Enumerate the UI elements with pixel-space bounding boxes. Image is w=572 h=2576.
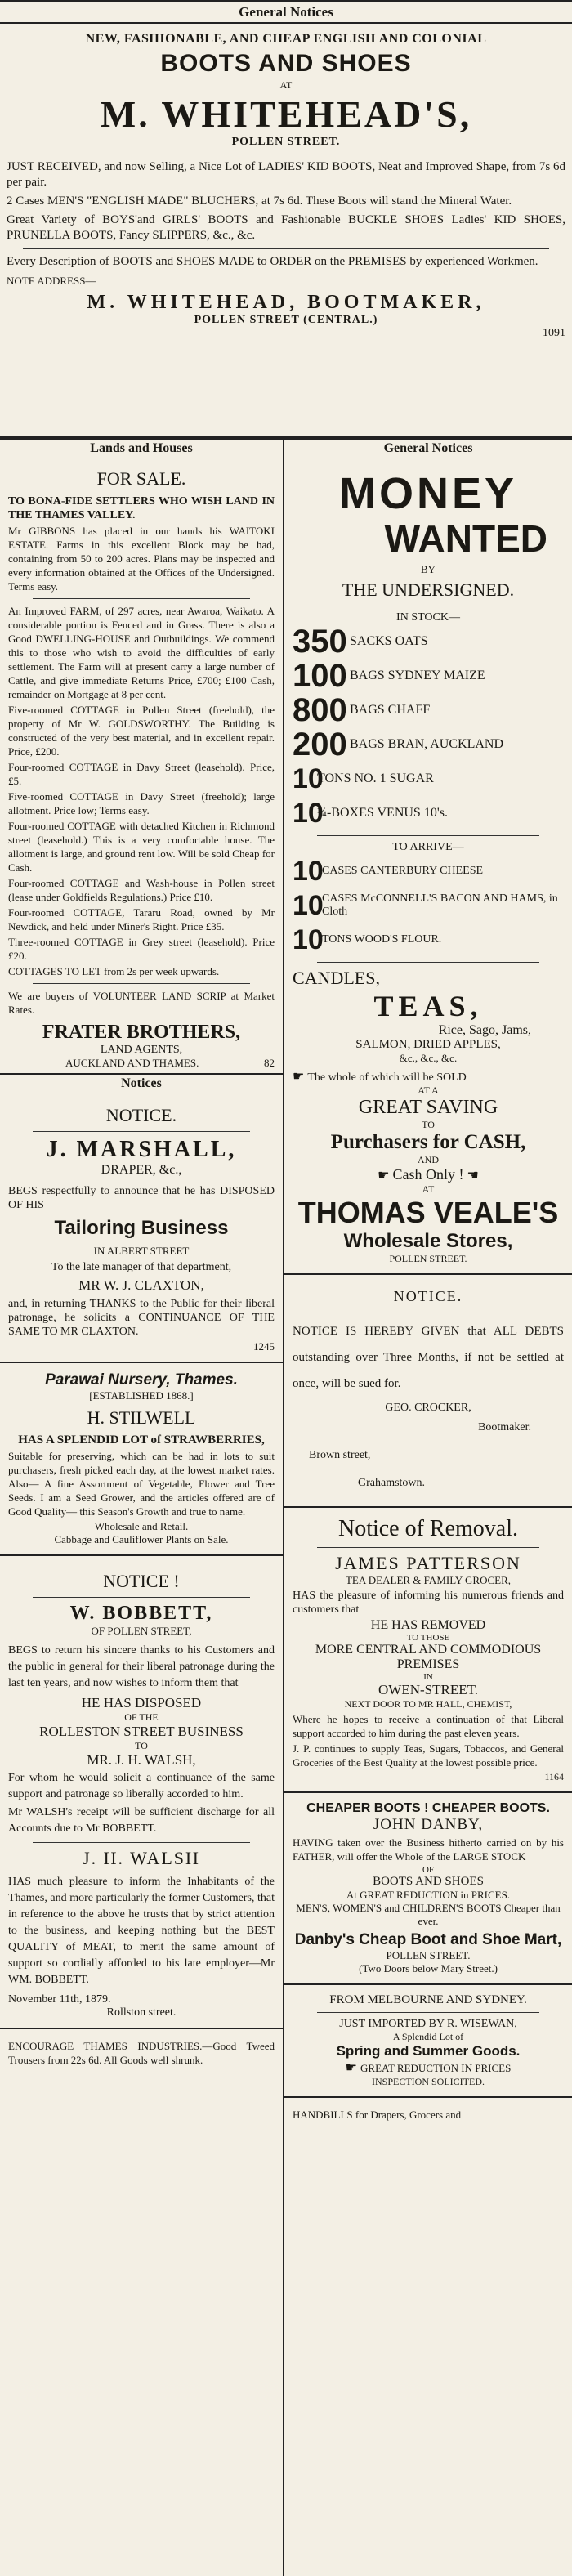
patterson-street: OWEN-STREET. xyxy=(378,1682,478,1697)
albert-street: IN ALBERT STREET xyxy=(93,1245,190,1257)
pointing-hand-icon: ☛ xyxy=(378,1169,393,1183)
stock-quantity: 200 xyxy=(293,727,347,763)
divider xyxy=(33,598,250,599)
danby-boots: BOOTS AND SHOES xyxy=(373,1875,484,1888)
parawai-nursery-advert xyxy=(0,1368,283,1550)
money-heading: MONEY xyxy=(338,469,518,518)
crocker-street: Brown street, xyxy=(309,1449,371,1461)
marshall-paragraph: BEGS respectfully to announce that he has DISPOSED OF HIS xyxy=(8,1185,275,1211)
for-sale-paragraph: Four-roomed COTTAGE, Tararu Road, owned by Mr Newdick, and held under Miner's Right. Price £35. xyxy=(8,906,275,932)
veale-advert xyxy=(284,458,572,1268)
marshall-paragraph: and, in returning THANKS to the Public for their liberal patronage, he solicits a CONTINUANCE OF THE SAME TO MR CLAXTON. xyxy=(8,1298,275,1338)
divider xyxy=(0,1362,283,1363)
stock-description: TONS NO. 1 SUGAR xyxy=(317,771,434,785)
advert-intro: NEW, FASHIONABLE, AND CHEAP ENGLISH AND COLONIAL xyxy=(85,32,487,46)
arrive-quantity: 10 xyxy=(293,890,324,921)
frater-brothers-name: FRATER BROTHERS, xyxy=(42,1022,241,1043)
danby-advert xyxy=(284,1798,572,1979)
stock-quantity: 800 xyxy=(293,692,347,728)
salmon-line: SALMON, DRIED APPLES, xyxy=(355,1038,501,1051)
patterson-removed: HE HAS REMOVED xyxy=(370,1618,486,1632)
marshall-name: J. MARSHALL, xyxy=(46,1137,237,1162)
walsh-mr: MR. J. H. WALSH, xyxy=(87,1752,196,1768)
for-sale-advert xyxy=(0,458,283,1073)
parawai-established: [ESTABLISHED 1868.] xyxy=(89,1389,194,1402)
for-sale-paragraph: Four-roomed COTTAGE in Davy Street (leasehold). Price, £5. xyxy=(8,761,275,787)
stilwell-paragraph: Cabbage and Cauliflower Plants on Sale. xyxy=(54,1533,229,1545)
bobbett-street: OF POLLEN STREET, xyxy=(91,1625,192,1637)
for-sale-paragraph: Mr GIBBONS has placed in our hands his WAITOKI ESTATE. Farms in this excellent Block may be had, containing from 50 to 200 acres. Plans may be inspected and every information obtained at the Offices of the Undersigned. Terms easy. xyxy=(8,525,275,593)
wiseman-imported: JUST IMPORTED BY R. WISEWAN, xyxy=(339,2018,517,2030)
handbills-text: HANDBILLS for Drapers, Grocers and xyxy=(293,2109,462,2121)
bobbett-name: W. BOBBETT, xyxy=(69,1603,213,1624)
wiseman-advert xyxy=(284,1990,572,2091)
danby-mens: MEN'S, WOMEN'S and CHILDREN'S BOOTS Cheaper than ever. xyxy=(296,1902,561,1927)
patterson-paragraph: Where he hopes to receive a continuation of that Liberal support accorded to him during the past eleven years. xyxy=(293,1713,564,1739)
for-sale-paragraph: An Improved FARM, of 297 acres, near Awaroa, Waikato. A considerable portion is Fenced and in Grass. There is also a Good DWELLING-HOUSE and Outbuildings. We commend this to those who wish to avoid the difficulties of early settlement. The Farm will at present carry a large number of Cattle, and give immediate Returns Price, £700; £100 Cash, remainder on Mortgage at 8 per cent. xyxy=(8,605,275,700)
to-those-label: TO THOSE xyxy=(406,1633,450,1643)
section-heading-general: General Notices xyxy=(284,438,572,458)
advert-shop-name: M. WHITEHEAD'S, xyxy=(100,93,472,135)
section-heading-lands: Lands and Houses xyxy=(0,438,283,458)
removal-title: Notice of Removal. xyxy=(337,1516,519,1541)
walsh-paragraph: HAS much pleasure to inform the Inhabitants of the Thames, and more particularly the former Customers, that in reference to the above he trusts that by strict attention to the business, and keeping nothing but the BEST QUALITY of MEAT, to merit the same amount of support so cordially afforded to his late employer—Mr WM. BOBBETT. xyxy=(8,1876,275,1986)
danby-name: JOHN DANBY, xyxy=(373,1816,484,1833)
stilwell-headline: HAS A SPLENDID LOT of STRAWBERRIES, xyxy=(18,1433,265,1447)
stock-list xyxy=(293,624,564,830)
bobbett-to: TO xyxy=(135,1740,148,1751)
purchasers-heading: Purchasers for CASH, xyxy=(330,1131,526,1153)
handbills-advert xyxy=(284,2103,572,2127)
of-label: OF xyxy=(422,1865,435,1875)
pointing-hand-icon: ☛ xyxy=(293,1070,308,1084)
marshall-trade: DRAPER, &c., xyxy=(101,1163,182,1177)
teas-heading: TEAS, xyxy=(373,990,483,1022)
encourage-text: ENCOURAGE THAMES INDUSTRIES.—Good Tweed Trousers from 22s 6d. All Goods well shrunk. xyxy=(8,2040,275,2066)
for-sale-paragraph: Five-roomed COTTAGE in Pollen Street (freehold), the property of Mr W. GOLDSWORTHY. The Building is constructed of the very best material, and in excellent repair. Price, £200. xyxy=(8,704,275,758)
veale-street: POLLEN STREET. xyxy=(389,1253,467,1264)
patterson-advert xyxy=(284,1513,572,1787)
cash-only-text: Cash Only ! xyxy=(392,1166,464,1183)
divider xyxy=(317,835,539,836)
danby-paragraph: HAVING taken over the Business hitherto carried on by his FATHER, will offer the Whole of the LARGE STOCK xyxy=(293,1836,564,1863)
frater-brothers-number: 82 xyxy=(264,1057,275,1069)
stock-description: SACKS OATS xyxy=(350,634,428,648)
stock-item xyxy=(293,693,564,727)
wiseman-reduction-line xyxy=(293,2059,564,2076)
divider xyxy=(284,2096,572,2098)
advert-headline: BOOTS AND SHOES xyxy=(160,50,412,77)
whitehead-advert xyxy=(0,24,572,457)
for-sale-paragraph: COTTAGES TO LET from 2s per week upwards. xyxy=(8,965,220,977)
divider xyxy=(0,1554,283,1556)
and-label: AND xyxy=(418,1154,439,1165)
for-sale-paragraph: Four-roomed COTTAGE and Wash-house in Pollen street (lease under Goldfields Regulations.) Price £10. xyxy=(8,877,275,903)
page-banner: General Notices xyxy=(0,0,572,24)
arrive-description: CASES McCONNELL'S BACON AND HAMS, in Cloth xyxy=(322,892,558,918)
divider xyxy=(317,962,539,963)
whole-line xyxy=(293,1068,564,1085)
arrive-quantity: 10 xyxy=(293,856,324,887)
divider xyxy=(284,1506,572,1508)
arrive-description: TONS WOOD'S FLOUR. xyxy=(322,933,442,946)
for-sale-paragraph: Three-roomed COTTAGE in Grey street (leasehold). Price £20. xyxy=(8,936,275,962)
divider xyxy=(33,1131,250,1132)
divider xyxy=(33,1597,250,1598)
arrive-description: CASES CANTERBURY CHEESE xyxy=(322,865,484,877)
for-sale-paragraph: Five-roomed COTTAGE in Davy Street (freehold); large allotment. Price low; Terms easy. xyxy=(8,790,275,816)
crocker-notice xyxy=(284,1280,572,1501)
left-column xyxy=(0,438,284,2576)
advert-paragraph: Great Variety of BOYS'and GIRLS' BOOTS and Fashionable BUCKLE SHOES Ladies' KID SHOES, PRUNELLA BOOTS, Fancy SLIPPERS, &c., &c. xyxy=(7,213,565,242)
divider xyxy=(0,2028,283,2029)
claxton-name: MR W. J. CLAXTON, xyxy=(78,1277,204,1293)
advert-address-street: POLLEN STREET (CENTRAL.) xyxy=(194,314,378,326)
notice-title: NOTICE ! xyxy=(103,1571,180,1591)
patterson-premises: MORE CENTRAL AND COMMODIOUS PREMISES xyxy=(315,1643,542,1671)
advert-paragraph: 2 Cases MEN'S "ENGLISH MADE" BLUCHERS, at 7s 6d. These Boots will stand the Mineral Water. xyxy=(7,195,512,208)
advert-paragraph: Every Description of BOOTS and SHOES MADE to ORDER on the PREMISES by experienced Workmen. xyxy=(7,255,538,268)
parawai-title: Parawai Nursery, Thames. xyxy=(45,1371,238,1389)
stock-quantity: 10 xyxy=(293,763,324,794)
stilwell-paragraph: Wholesale and Retail. xyxy=(94,1520,189,1532)
wiseman-goods: Spring and Summer Goods. xyxy=(336,2043,521,2059)
divider xyxy=(317,2012,539,2013)
stock-item xyxy=(293,659,564,693)
whole-text: The whole of which will be SOLD xyxy=(307,1071,467,1084)
for-sale-paragraph: We are buyers of VOLUNTEER LAND SCRIP at Market Rates. xyxy=(8,990,275,1016)
bobbett-of: OF THE xyxy=(124,1711,159,1723)
arrive-list xyxy=(293,854,564,957)
wanted-heading: WANTED xyxy=(384,517,547,560)
stock-description: BAGS BRAN, AUCKLAND xyxy=(350,737,504,751)
crocker-town: Grahamstown. xyxy=(358,1477,426,1489)
in-stock-label: IN STOCK— xyxy=(396,611,460,624)
bobbett-paragraph: For whom he would solicit a continuance of the same support and patronage so liberally accorded to him. xyxy=(8,1772,275,1800)
arrive-quantity: 10 xyxy=(293,924,324,955)
for-sale-title: FOR SALE. xyxy=(96,468,186,489)
stock-item xyxy=(293,796,564,830)
notice-title: NOTICE. xyxy=(393,1288,463,1304)
advert-note-label: NOTE ADDRESS— xyxy=(7,275,96,287)
divider xyxy=(284,1791,572,1793)
at-label: AT xyxy=(422,1183,435,1195)
arrive-item xyxy=(293,923,564,957)
divider xyxy=(317,1547,539,1548)
stock-description: ¼-BOXES VENUS 10's. xyxy=(317,806,448,820)
in-label: IN xyxy=(423,1672,433,1682)
divider xyxy=(23,248,549,249)
bobbett-paragraph: BEGS to return his sincere thanks to his Customers and the public in general for their liberal patronage during the last ten years, and now wishes to inform them that xyxy=(8,1644,275,1689)
marshall-paragraph: To the late manager of that department, xyxy=(51,1261,232,1273)
stock-quantity: 100 xyxy=(293,658,347,694)
walsh-name: J. H. WALSH xyxy=(83,1848,200,1868)
encourage-advert xyxy=(0,2034,283,2072)
crocker-paragraph: NOTICE IS HEREBY GIVEN that ALL DEBTS outstanding over Three Months, if not be settled at once, will be sued for. xyxy=(293,1325,564,1390)
wiseman-inspection: INSPECTION SOLICITED. xyxy=(372,2076,485,2087)
stilwell-name: H. STILWELL xyxy=(87,1407,196,1428)
stock-quantity: 10 xyxy=(293,798,324,829)
patterson-trade: TEA DEALER & FAMILY GROCER, xyxy=(345,1574,511,1586)
danby-location: (Two Doors below Mary Street.) xyxy=(359,1962,498,1974)
marshall-notice xyxy=(0,1093,283,1357)
for-sale-paragraph: Four-roomed COTTAGE with detached Kitchen in Richmond street (leasehold.) This is a very comfortable house. The allotment is large, and ground rent low. Will be sold Cheap for Cash. xyxy=(8,820,275,874)
divider xyxy=(284,1273,572,1275)
bobbett-disposed: HE HAS DISPOSED xyxy=(81,1695,202,1711)
rolleston-business: ROLLESTON STREET BUSINESS xyxy=(39,1724,244,1739)
stock-item xyxy=(293,624,564,659)
advert-at: AT xyxy=(279,79,293,91)
danby-mart: Danby's Cheap Boot and Shoe Mart, xyxy=(294,1931,562,1948)
by-label: BY xyxy=(420,563,436,575)
veale-stores: Wholesale Stores, xyxy=(343,1230,513,1252)
wiseman-origin: FROM MELBOURNE AND SYDNEY. xyxy=(329,1993,527,2006)
stock-quantity: 350 xyxy=(293,624,347,660)
divider xyxy=(284,1983,572,1985)
to-label: TO xyxy=(422,1119,435,1130)
frater-brothers-location: AUCKLAND AND THAMES. xyxy=(65,1057,199,1069)
crocker-trade: Bootmaker. xyxy=(478,1421,531,1433)
two-column-area xyxy=(0,436,572,2576)
danby-reduction: At GREAT REDUCTION in PRICES. xyxy=(346,1889,511,1901)
crocker-name: GEO. CROCKER, xyxy=(385,1402,471,1414)
advert-address-name: M. WHITEHEAD, BOOTMAKER, xyxy=(87,292,485,313)
advert-paragraph: JUST RECEIVED, and now Selling, a Nice Lot of LADIES' KID BOOTS, Neat and Improved Shape, from 7s 6d per pair. xyxy=(7,160,565,189)
arrive-item xyxy=(293,888,564,923)
pointing-hand-icon: ☚ xyxy=(463,1169,479,1183)
veale-name: THOMAS VEALE'S xyxy=(297,1196,559,1229)
to-arrive-label: TO ARRIVE— xyxy=(392,841,464,853)
wiseman-reduction: GREAT REDUCTION IN PRICES xyxy=(360,2062,512,2074)
walsh-date: November 11th, 1879. xyxy=(8,1993,111,2006)
danby-street: POLLEN STREET. xyxy=(386,1949,471,1961)
candles-label: CANDLES, xyxy=(293,968,380,988)
pointing-hand-icon: ☛ xyxy=(345,2061,361,2075)
frater-brothers-title: LAND AGENTS, xyxy=(100,1044,183,1056)
great-saving: GREAT SAVING xyxy=(358,1097,498,1118)
frater-brothers-footer xyxy=(8,1057,275,1070)
patterson-number: 1164 xyxy=(544,1771,564,1782)
advert-street: POLLEN STREET. xyxy=(231,136,341,148)
advert-number: 1091 xyxy=(543,327,565,339)
divider xyxy=(33,1842,250,1843)
section-heading-notices: Notices xyxy=(0,1073,283,1093)
stock-item xyxy=(293,727,564,762)
stilwell-paragraph: Suitable for preserving, which can be had in lots to suit purchasers, fresh picked each day, at the lowest market rates. Also— A fine Assortment of Vegetable, Flower and Tree Seeds. I am a Seed Grower, and the articles offered are of Good Quality— this Season's Growth and true to name. xyxy=(8,1450,275,1518)
undersigned-label: THE UNDERSIGNED. xyxy=(342,579,515,600)
cash-only-line xyxy=(293,1166,564,1183)
etc-line: &c., &c., &c. xyxy=(399,1052,458,1064)
walsh-place: Rollston street. xyxy=(106,2006,177,2019)
marshall-number: 1245 xyxy=(253,1340,275,1353)
patterson-paragraph: HAS the pleasure of informing his numerous friends and customers that xyxy=(293,1590,564,1616)
bobbett-paragraph: Mr WALSH's receipt will be sufficient discharge for all Accounts due to Mr BOBBETT. xyxy=(8,1806,275,1835)
rice-line: Rice, Sago, Jams, xyxy=(438,1023,531,1037)
bobbett-notice xyxy=(0,1561,283,2023)
divider xyxy=(33,983,250,984)
wiseman-splendid: A Splendid Lot of xyxy=(392,2031,464,2042)
notice-title: NOTICE. xyxy=(105,1105,177,1125)
patterson-name: JAMES PATTERSON xyxy=(335,1553,521,1573)
cheaper-boots-heading: CHEAPER BOOTS ! CHEAPER BOOTS. xyxy=(306,1801,550,1815)
for-sale-intro: TO BONA-FIDE SETTLERS WHO WISH LAND IN THE THAMES VALLEY. xyxy=(8,495,275,521)
patterson-paragraph: J. P. continues to supply Teas, Sugars, Tobaccos, and General Groceries of the Best Quality at the lowest possible price. xyxy=(293,1742,564,1769)
right-column xyxy=(284,438,572,2576)
stock-description: BAGS SYDNEY MAIZE xyxy=(350,669,485,682)
stock-description: BAGS CHAFF xyxy=(350,703,431,717)
at-a-label: AT A xyxy=(418,1085,439,1096)
tailoring-heading: Tailoring Business xyxy=(54,1217,229,1239)
stock-item xyxy=(293,762,564,796)
patterson-next-door: NEXT DOOR TO MR HALL, CHEMIST, xyxy=(344,1698,512,1710)
arrive-item xyxy=(293,854,564,888)
